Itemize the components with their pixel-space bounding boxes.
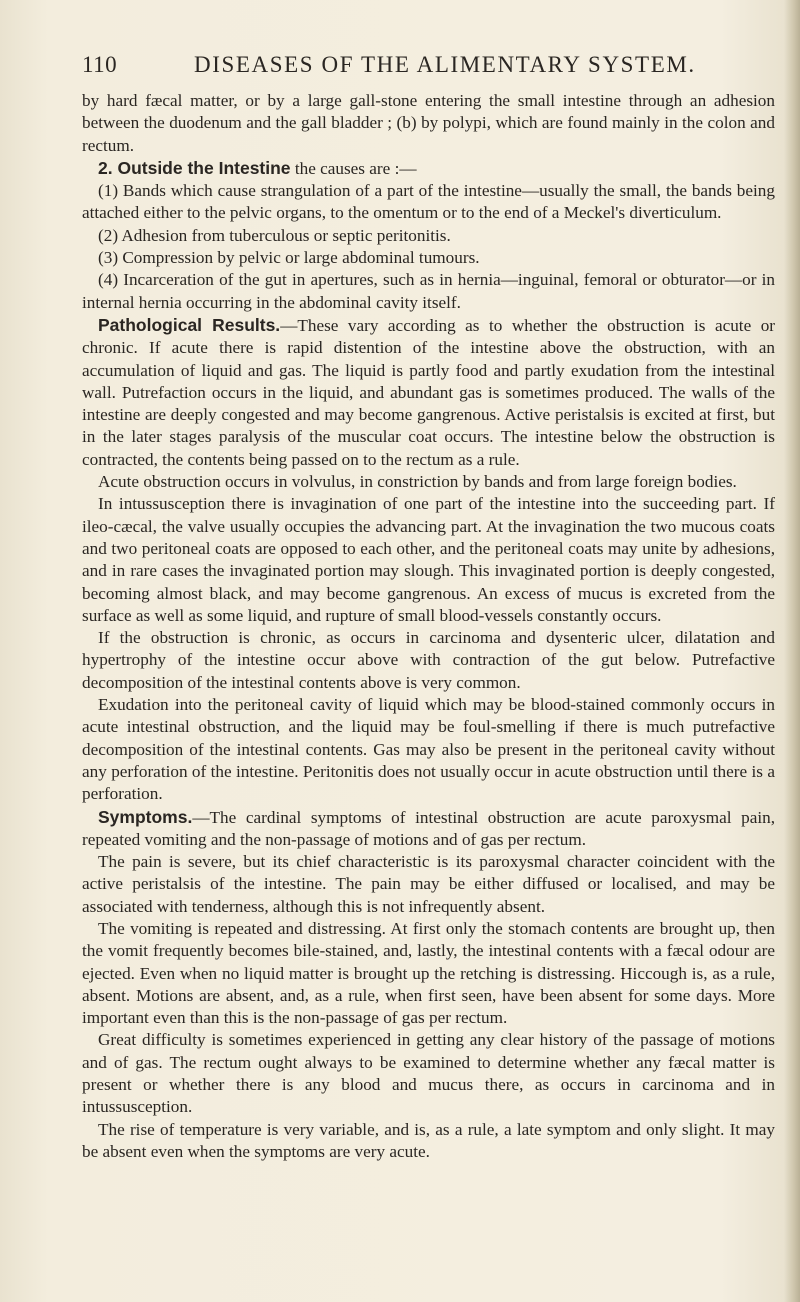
section-heading: Pathological Results. — [98, 314, 281, 335]
page-header — [82, 52, 782, 78]
page-edge-shadow — [784, 0, 800, 1302]
paragraph: The pain is severe, but its chief characteristic is its paroxysmal character coincident with the active peristalsis of the intestine. The pain may be either diffused or localised, and may be associated with tenderness, although this is not infrequently absent. — [82, 852, 775, 916]
paragraph: Acute obstruction occurs in volvulus, in constriction by bands and from large foreign bodies. — [98, 472, 737, 492]
running-head: DISEASES OF THE ALIMENTARY SYSTEM. — [194, 52, 696, 77]
list-item: (1) Bands which cause strangulation of a part of the intestine—usually the small, the bands being attached either to the pelvic organs, to the omentum or to the end of a Meckel's diverticulum. — [82, 181, 775, 223]
paragraph: The vomiting is repeated and distressing. At first only the stomach contents are brought up, then the vomit frequently becomes bile-stained, and, lastly, the intestinal contents with a fæcal odour are ejected. Even when no liquid matter is brought up the retching is distressing. Hiccough is, as a rule, absent. Motions are absent, and, as a rule, when first seen, have been absent for some days. More important even than this is the non-passage of gas per rectum. — [82, 918, 775, 1028]
section-heading: Symptoms. — [98, 806, 193, 827]
section-heading-paragraph: Symptoms.—The cardinal symptoms of intestinal obstruction are acute paroxysmal pain, repeated vomiting and the non-passage of motions and of gas per rectum. — [82, 806, 775, 849]
paragraph: In intussusception there is invagination of one part of the intestine into the succeeding part. If ileo-cæcal, the valve usually occupies the advancing part. At the invagination the two mucous coats and two peritoneal coats are opposed to each other, and the peritoneal coats may unite by adhesions, and in rare cases the invaginated portion may slough. This invaginated portion is deeply congested, becoming almost black, and may become gangrenous. An excess of mucus is excreted from the surface as well as some liquid, and rupture of small blood-vessels constantly occurs. — [82, 494, 775, 625]
paragraph: Exudation into the peritoneal cavity of liquid which may be blood-stained commonly occurs in acute intestinal obstruction, and the liquid may be foul-smelling if there is much putrefactive decomposition of the intestinal contents. Gas may also be present in the peritoneal cavity without any perforation of the intestine. Peritonitis does not usually occur in acute obstruction until there is a perforation. — [82, 695, 775, 804]
body-text — [82, 90, 775, 1163]
paragraph: If the obstruction is chronic, as occurs in carcinoma and dysenteric ulcer, dilatation and hypertrophy of the intestine occur above with contraction of the gut below. Putrefactive decomposition of the intestinal contents above is very common. — [82, 628, 775, 692]
section-heading-paragraph: Pathological Results.—These vary according as to whether the obstruction is acute or chronic. If acute there is rapid distention of the intestine above the obstruction, with an accumulation of liquid and gas. The liquid is partly food and partly exudation from the intestinal wall. Putrefaction occurs in the liquid, and abundant gas is sometimes produced. The walls of the intestine are deeply congested and may become gangrenous. Active peristalsis is excited at first, but in the later stages paralysis of the muscular coat occurs. The intestine below the obstruction is contracted, the contents being passed on to the rectum as a rule. — [82, 314, 776, 469]
paragraph: by hard fæcal matter, or by a large gall-stone entering the small intestine through an adhesion between the duodenum and the gall bladder ; (b) by polypi, which are found mainly in the colon and rectum. — [82, 91, 775, 155]
paragraph: The rise of temperature is very variable, and is, as a rule, a late symptom and only slight. It may be absent even when the symptoms are very acute. — [82, 1119, 775, 1161]
paragraph: Great difficulty is sometimes experienced in getting any clear history of the passage of motions and of gas. The rectum ought always to be examined to determine whether any fæcal matter is present or whether there is any blood and mucus there, as occurs in carcinoma and in intussusception. — [82, 1030, 775, 1117]
page-number: 110 — [82, 52, 118, 77]
section-heading: 2. Outside the Intestine — [98, 157, 291, 178]
list-item: (3) Compression by pelvic or large abdominal tumours. — [98, 248, 480, 268]
section-heading-paragraph: 2. Outside the Intestine the causes are :— — [98, 157, 417, 178]
list-item: (4) Incarceration of the gut in apertures, such as in hernia—inguinal, femoral or obturator—or in internal hernia occurring in the abdominal cavity itself. — [82, 270, 775, 312]
list-item: (2) Adhesion from tuberculous or septic peritonitis. — [98, 225, 451, 245]
